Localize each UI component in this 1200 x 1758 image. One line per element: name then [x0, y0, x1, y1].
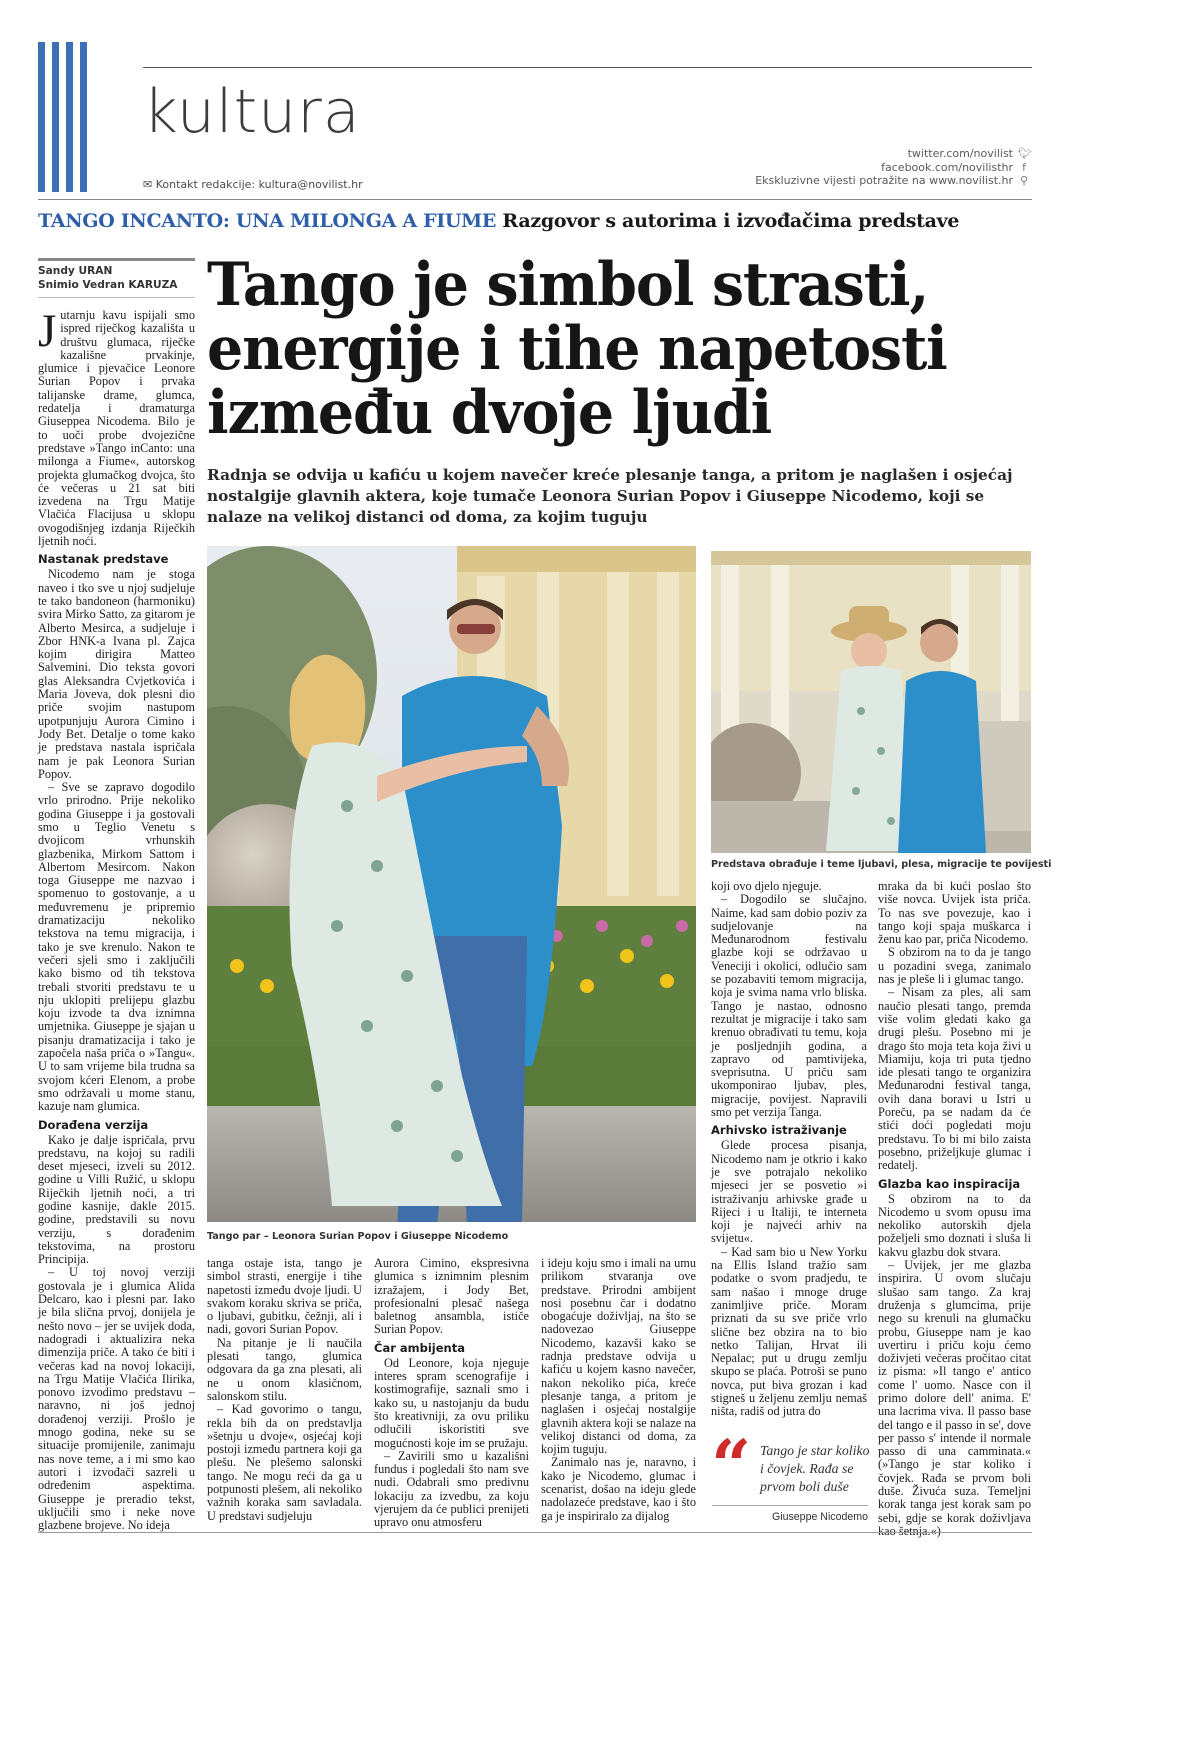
facebook-icon: f: [1022, 160, 1026, 174]
paragraph: S obzirom na to da je tango u pozadini svega, zanimalo nas je pleše li i glumac tango.: [878, 945, 1031, 987]
headline-line-2: energije i tihe napetosti: [207, 314, 947, 384]
paragraph: – Nisam za ples, ali sam naučio plesati tango, premda više volim gledati kako ga drugi plešu. Posebno mi je drago što moja teta koja živi u Miamiju, koja tri puta tjedno ide plesati tango te organizira Međunarodni festival tanga, ovih dana boravi u Istri u Poreču, pa se nadam da će stići doći pogledati moju predstavu. To bi mi bilo zaista posebno, priželjkuje glumac i redatelj.: [878, 985, 1031, 1173]
section-stripes: [38, 42, 87, 192]
paragraph: Od Leonore, koja njeguje interes spram scenografije i kostimografije, saznali smo i kako su, u nastojanju da budu što kreativniji, za ovu priliku odlučili iskoristiti sve mogućnosti koje im se pružaju.: [374, 1355, 529, 1450]
article-column-3: [374, 1257, 529, 1530]
subhead-doradjena: Dorađena verzija: [38, 1117, 149, 1132]
byline-author: Sandy URAN: [38, 265, 113, 277]
article-column-4: [541, 1257, 696, 1523]
article-column-5: [711, 880, 867, 1419]
side-photo-caption: Predstava obrađuje i teme ljubavi, plesa, migracije te povijesti: [711, 859, 1052, 870]
intro-paragraph: [38, 305, 195, 549]
article-column-6: [878, 880, 1031, 1538]
subhead-nastanak: Nastanak predstave: [38, 552, 169, 567]
kicker: [38, 208, 959, 234]
social-website[interactable]: [755, 174, 1030, 188]
paragraph: Glede procesa pisanja, Nicodemo nam je otkrio i kako je sve potrajalo nekoliko mjeseci jer se posvetio »i istraživanju arhivske građe u Rijeci i u Italiji, te interneta koji je najveći arhiv na svijetu«.: [711, 1138, 867, 1246]
contact-text: Kontakt redakcije: kultura@novilist.hr: [155, 178, 363, 191]
social-facebook[interactable]: [755, 161, 1030, 175]
contact-line: [143, 178, 363, 191]
social-twitter-text: twitter.com/novilist: [907, 147, 1013, 160]
paragraph: – Sve se zapravo dogodilo vrlo prirodno. Prije nekoliko godina Giuseppe i ja gostovali smo u Teglio Venetu s dvojicom vrhunskih glazbenika, Mirkom Sattom i Albertom Mesircom. Nakon toga Giuseppe me nazvao i spomenuo to gostovanje, a u međuvremenu je pripremio dramatizaciju nekoliko tekstova na temu migracija, i tako je sve krenulo. Nakon te večeri sjeli smo i zaključili kako bismo od tih tekstova trebali stvoriti predstavu te u nju uklopiti prelijepu glazbu koju izvode ta dva iznimna umjetnika. Giuseppe je sjajan u pisanju dramatizacija i tako je započela naša priča o »Tangu«. U to sam vrijeme bila trudna sa svojom kćeri Elenom, a probe smo održavali u mome stanu, kazuje nam glumica.: [38, 780, 195, 1114]
bottom-rule: [38, 1532, 1032, 1533]
paragraph: tanga ostaje ista, tango je simbol strasti, energije i tihe napetosti između dvoje ljudi. U svakom koraku skriva se priča, o ljubavi, gubitku, čežnji, ali i nadi, govori Surian Popov.: [207, 1256, 362, 1337]
paragraph: Na pitanje je li naučila plesati tango, glumica odgovara da ga zna plesati, ali ne u onom klasičnom, salonskom stilu.: [207, 1335, 362, 1403]
deck: Radnja se odvija u kafiću u kojem navečer kreće plesanje tanga, a pritom je naglašen i osjećaj nostalgije glavnih aktera, koje tumače Leonora Surian Popov i Giuseppe Nicodemo, koji se nalaze na velikoj distanci od doma, za kojim tuguju: [207, 466, 1013, 526]
section-title: kultura: [143, 77, 361, 147]
pull-quote: Tango je star koliko i čovjek. Rađa se prvom boli duše: [760, 1443, 870, 1494]
article-column-2: [207, 1257, 362, 1523]
paragraph: Kako je dalje ispričala, prvu predstavu, na kojoj su radili deset mjeseci, izveli su 2012. godine u Villi Ružić, u sklopu Riječkih ljetnih noći, a tri godine kasnije, dakle 2015. godine, predstavili su novu verziju, s dorađenim tekstovima, na prostoru Principija.: [38, 1132, 195, 1267]
pull-quote-attribution: Giuseppe Nicodemo: [712, 1505, 868, 1523]
social-facebook-text: facebook.com/novilisthr: [881, 160, 1013, 174]
twitter-icon: 🐦︎: [1018, 147, 1032, 160]
paragraph: – Zavirili smo u kazališni fundus i pogledali što nam sve nudi. Odabrali smo predivnu lokaciju za izvedbu, za koju vjerujem da će publici prenijeti upravo onu atmosferu: [374, 1448, 529, 1530]
headline-line-3: između dvoje ljudi: [207, 378, 772, 448]
kicker-title: TANGO INCANTO: UNA MILONGA A FIUME: [38, 210, 497, 232]
paragraph: i ideju koju smo i imali na umu prilikom stvaranja ove predstave. Prirodni ambijent nosi posebnu čar i dodatno obogaćuje doživljaj, na što se nadovezao Giuseppe Nicodemo, kazavši kako se radnja predstave odvija u kafiću u kojem kasno navečer, nakon nekoliko pića, kreće plesanje tanga, a pritom je naglašen i osjećaj nostalgije glavnih aktera koji se nalaze na velikoj distanci od doma, za kojim tuguju.: [541, 1256, 696, 1457]
paragraph: Nicodemo nam je stoga naveo i tko sve u njoj sudjeluje te tako bandoneon (harmoniku) svira Mirko Satto, za gitarom je Alberto Mesirca, a sudjeluje i Zbor HNK-a Ivana pl. Zajca kojim dirigira Matteo Salvemini. Dio teksta govori glas Aleksandra Cvjetkovića i Maria Joveva, dok plesni dio priče svojim nastupom upotpunjuju Aurora Cimino i Jody Bet. Detalje o tome kako je predstava nastala ispričala nam je pak Leonora Surian Popov.: [38, 567, 195, 781]
social-website-text: Ekskluzivne vijesti potražite na www.novilist.hr: [755, 174, 1013, 187]
top-rule: [143, 67, 1032, 68]
quote-mark-icon: “: [711, 1424, 752, 1507]
paragraph: mraka da bi kući poslao što više novca. Uvijek ista priča. To nas sve povezuje, kao i tango koji spaja muškarca i ženu kao par, priča Nicodemo.: [878, 879, 1031, 947]
side-photo: [711, 551, 1031, 853]
byline-photographer: Snimio Vedran KARUZA: [38, 279, 178, 291]
main-photo-caption: Tango par – Leonora Surian Popov i Giuseppe Nicodemo: [207, 1231, 509, 1242]
paragraph: Aurora Cimino, ekspresivna glumica s iznimnim plesnim izražajem, i Jody Bet, profesionalni plesač našega baletnog ansambla, ističe Surian Popov.: [374, 1256, 529, 1337]
intro-text: utarnju kavu ispijali smo ispred riječkog kazališta u društvu glumaca, riječke kazališne prvakinje, glumice i pjevačice Leonore Surian Popov i prvaka talijanske drame, glumca, redatelja i dramaturga Giuseppea Nicodema. Bilo je to uoči probe dvojezične predstave »Tango inCanto: una milonga a Fiume«, autorskog projekta glumačkog dvojca, što će večeras u 21 sat biti izvedena na Trgu Matije Vlačića Flacijusa u sklopu ovogodišnjeg izdanja Riječkih ljetnih noći.: [38, 308, 195, 549]
paragraph: – Kad govorimo o tangu, rekla bih da on predstavlja »šetnju u dvoje«, osjećaj koji postoji između partnera koji ga plešu. Ne plešemo salonski tango. Ne mogu reći da ga u potpunosti plešem, ali nekoliko važnih koraka sam savladala. U predstavi sudjeluju: [207, 1402, 362, 1523]
headline-line-1: Tango je simbol strasti,: [207, 250, 929, 320]
social-links: [755, 147, 1030, 188]
subhead-car-ambijenta: Čar ambijenta: [374, 1340, 465, 1355]
paragraph: – Kad sam bio u New Yorku na Ellis Island tražio sam podatke o svom pradjedu, te sam našao i mnoge druge zanimljive priče. Moram priznati da su sve priče vrlo slične bez obzira na to bio netko Talijan, Hrvat ili Nepalac; put u drugu zemlju skupo se plaća. Potroši se puno novca, put biva grozan i kad stigneš u željenu zemlju nemaš ništa, radiš od jutra do: [711, 1244, 867, 1419]
paragraph: – Dogodilo se slučajno. Naime, kad sam dobio poziv za sudjelovanje na Međunarodnom festivalu glazbe koji se održavao u Veneciji i okolici, odlučio sam se pozabaviti temom migracija, koja je svima nama vrlo bliska. Tango je nastao, odnosno rezultat je migracije i tako sam krenuo obrađivati tu temu, koja je posljednjih godina, a zapravo od pamtivijeka, sveprisutna. U priču sam ukomponirao ljubav, ples, migracije, povijest. Napravili smo pet verzija Tanga.: [711, 892, 867, 1120]
kicker-subtitle: Razgovor s autorima i izvođačima predstave: [502, 210, 960, 232]
envelope-icon: ✉: [143, 178, 156, 191]
paragraph: – Uvijek, jer me glazba inspirira. U ovom slučaju slušao sam tango. Za kraj druženja s glumcima, prije nego su krenuli na glumačku probu, Giuseppe nam je kao uvertiru i priču koju ćemo doživjeti večeras pročitao citat iz pisma: »Il tango e' antico come l' uomo. Nasce con il primo dolore dell' anima. E' una lacrima viva. Il passo base del tango e il passo in se', dove per passo s' intende il normale passo di una camminata.« (»Tango je star koliko i čovjek. Rađa se prvom boli duše. Živuća suza. Temeljni korak tanga jest korak sam po sebi, gdje se korak doživljava kao šetnja.«): [878, 1258, 1031, 1538]
subhead-glazba: Glazba kao inspiracija: [878, 1176, 1021, 1191]
headline: [207, 250, 996, 448]
main-photo: [207, 546, 696, 1222]
subhead-arhivsko: Arhivsko istraživanje: [711, 1123, 847, 1138]
search-icon: ⚲: [1019, 174, 1029, 187]
drop-cap: J: [38, 305, 57, 357]
paragraph: Zanimalo nas je, naravno, i kako je Nicodemo, glumac i scenarist, došao na ideju glede nadolazeće predstave, kao i što ga je inspiriralo za dijalog: [541, 1455, 696, 1523]
paragraph: – U toj novoj verziji gostovala je i glumica Alida Delcaro, kao i plesni par. Iako je bila slična prvoj, donijela je nešto novo – jer se uvijek doda, nadogradi i aktualizira neka dimenzija priče. A tako će biti i večeras kad na novoj lokaciji, na Trgu Matije Vlačića Ilirika, ponovo izvodimo predstavu – naravno, ni još jednoj dorađenoj verziji. Prošlo je mnogo godina, neke su se situacije promijenile, zanimaju nas nove teme, a i mi smo kao autori i izvođači sazreli u određenim aspektima. Giuseppe je preradio tekst, uključili smo i neke nove glazbene brojeve. No ideja: [38, 1265, 195, 1533]
social-twitter[interactable]: [755, 147, 1030, 161]
masthead-rule: [38, 199, 1032, 200]
byline: [38, 258, 195, 298]
paragraph: koji ovo djelo njeguje.: [711, 879, 822, 893]
paragraph: S obzirom na to da Nicodemo u svom opusu ima nekoliko autorskih djela poželjeli smo doznati i sluša li kakvu glazbu dok stvara.: [878, 1191, 1031, 1259]
article-column-1: [38, 305, 195, 1533]
